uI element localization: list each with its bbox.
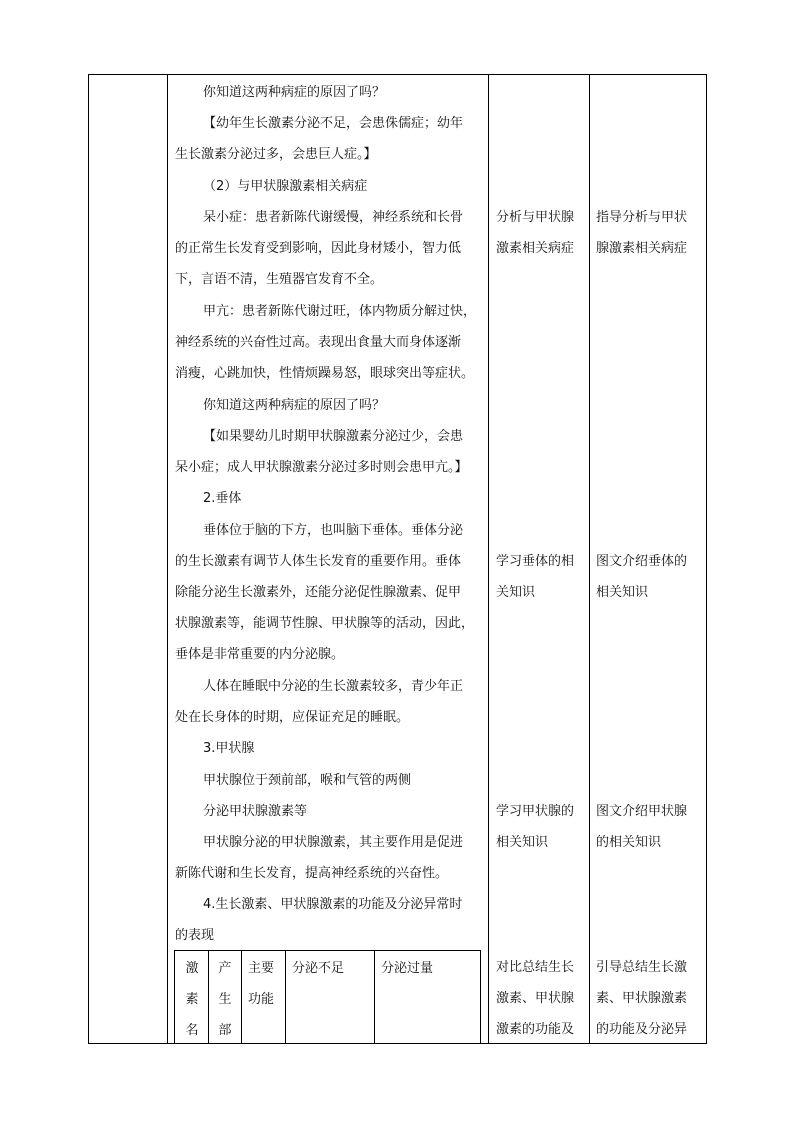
content-paragraph: 你知道这两种病症的原因了吗？ xyxy=(203,398,386,413)
content-paragraph: 甲状腺分泌的甲状腺激素，其主要作用是促进 xyxy=(203,835,464,850)
student-activity-line: 激素、甲状腺 xyxy=(496,991,575,1006)
content-paragraph: 下，言语不清，生殖器官发育不全。 xyxy=(175,272,384,287)
teacher-activity-line: 腺激素相关病症 xyxy=(596,241,688,256)
column-divider xyxy=(167,75,168,1043)
content-paragraph: 你知道这两种病症的原因了吗？ xyxy=(203,85,386,100)
teacher-activity-line: 相关知识 xyxy=(596,585,649,600)
content-paragraph: 4.生长激素、甲状腺激素的功能及分泌异常时 xyxy=(203,897,463,912)
content-paragraph: 分泌甲状腺激素等 xyxy=(203,804,308,819)
content-paragraph: 甲状腺位于颈前部，喉和气管的两侧 xyxy=(203,773,412,788)
content-paragraph: 垂体是非常重要的内分泌腺。 xyxy=(175,647,345,662)
content-paragraph: 处在长身体的时期，应保证充足的睡眠。 xyxy=(175,710,410,725)
content-paragraph: 新陈代谢和生长发育，提高神经系统的兴奋性。 xyxy=(175,866,449,881)
content-paragraph: 状腺激素等，能调节性腺、甲状腺等的活动，因此， xyxy=(175,616,475,631)
student-activity-line: 相关知识 xyxy=(496,835,549,850)
student-activity-line: 对比总结生长 xyxy=(496,960,575,975)
content-paragraph: 【如果婴幼儿时期甲状腺激素分泌过少，会患 xyxy=(203,429,464,444)
teacher-activity-line: 的功能及分泌异 xyxy=(596,1022,688,1037)
content-paragraph: 3.甲状腺 xyxy=(203,741,255,756)
content-paragraph: 的生长激素有调节人体生长发育的重要作用。垂体 xyxy=(175,554,462,569)
content-paragraph: 神经系统的兴奋性过高。表现出食量大而身体逐渐 xyxy=(175,335,462,350)
content-paragraph: 2.垂体 xyxy=(203,491,242,506)
content-paragraph: 甲亢：患者新陈代谢过旺，体内物质分解过快， xyxy=(203,304,477,319)
teacher-activity-line: 素、甲状腺激素 xyxy=(596,991,688,1006)
student-activity-line: 激素相关病症 xyxy=(496,241,575,256)
student-activity-line: 关知识 xyxy=(496,585,536,600)
student-activity-line: 分析与甲状腺 xyxy=(496,210,575,225)
student-activity-line: 学习垂体的相 xyxy=(496,554,575,569)
content-paragraph: 人体在睡眠中分泌的生长激素较多，青少年正 xyxy=(203,679,464,694)
content-paragraph: 消瘦，心跳加快，性情烦躁易怒，眼球突出等症状。 xyxy=(175,366,475,381)
header-deficiency: 分泌不足 xyxy=(292,961,345,976)
content-paragraph: 除能分泌生长激素外，还能分泌促性腺激素、促甲 xyxy=(175,585,462,600)
teacher-activity-line: 图文介绍垂体的 xyxy=(596,554,688,569)
header-function: 主要功能 xyxy=(248,961,275,1007)
hormone-table xyxy=(174,950,481,1044)
teacher-activity-line: 引导总结生长激 xyxy=(596,960,688,975)
content-paragraph: 生长激素分泌过多，会患巨人症。】 xyxy=(175,147,377,162)
teacher-activity-line: 的相关知识 xyxy=(596,835,662,850)
teacher-activity-line: 图文介绍甲状腺 xyxy=(596,804,688,819)
header-hormone-name: 激素名 xyxy=(185,961,199,1038)
teacher-activity-line: 指导分析与甲状 xyxy=(596,210,688,225)
content-paragraph: 呆小症；成人甲状腺激素分泌过多时则会患甲亢。】 xyxy=(175,460,468,475)
header-excess: 分泌过量 xyxy=(381,961,434,976)
content-paragraph: 垂体位于脑的下方，也叫脑下垂体。垂体分泌 xyxy=(203,523,464,538)
column-divider xyxy=(589,75,590,1043)
student-activity-line: 激素的功能及 xyxy=(496,1022,575,1037)
header-origin: 产生部 xyxy=(218,961,232,1038)
content-paragraph: 呆小症：患者新陈代谢缓慢，神经系统和长骨 xyxy=(203,210,464,225)
content-paragraph: 【幼年生长激素分泌不足，会患侏儒症；幼年 xyxy=(203,116,464,131)
content-paragraph: 的正常生长发育受到影响，因此身材矮小，智力低 xyxy=(175,241,462,256)
content-paragraph: （2）与甲状腺激素相关病症 xyxy=(203,179,368,194)
student-activity-line: 学习甲状腺的 xyxy=(496,804,575,819)
content-paragraph: 的表现 xyxy=(175,928,215,943)
